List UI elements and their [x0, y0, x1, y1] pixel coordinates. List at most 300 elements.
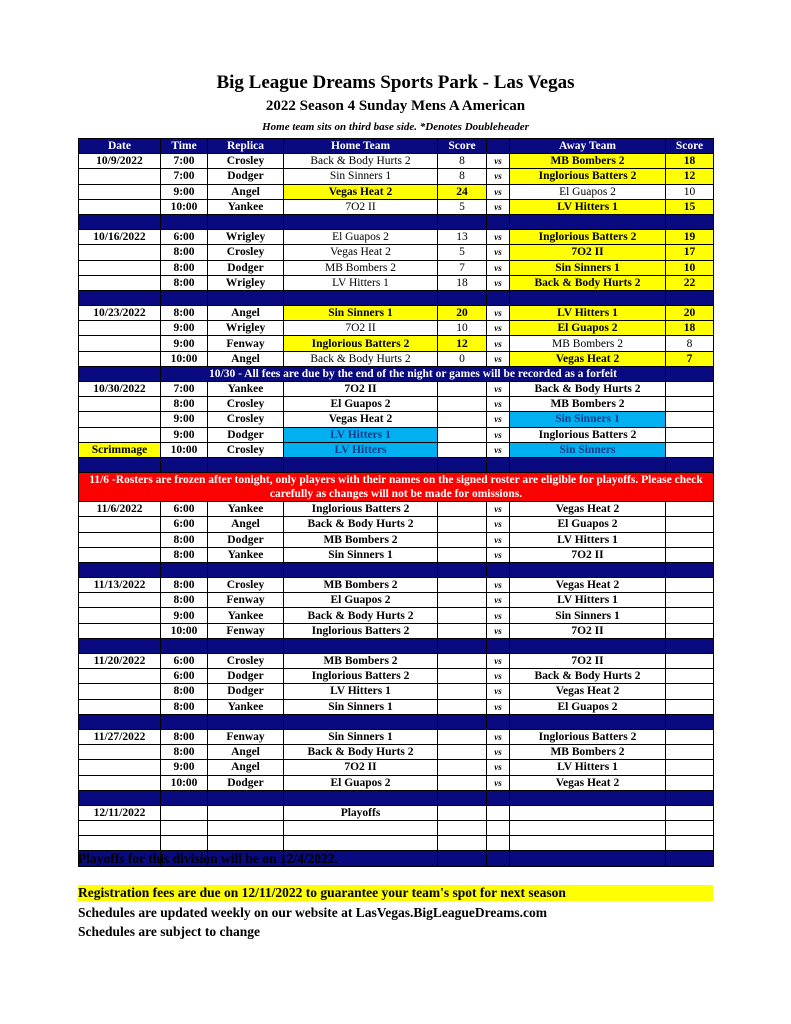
- field-name: Dodger: [208, 669, 284, 684]
- game-date: [79, 699, 161, 714]
- game-time: 8:00: [161, 593, 208, 608]
- game-time: 9:00: [161, 321, 208, 336]
- vs-label: vs: [487, 427, 510, 442]
- separator-cell: [666, 790, 714, 805]
- away-score: [666, 836, 714, 851]
- field-name: Dodger: [208, 427, 284, 442]
- away-score: 8: [666, 336, 714, 351]
- game-time: 10:00: [161, 775, 208, 790]
- home-score: [438, 684, 487, 699]
- home-team: Sin Sinners 1: [284, 729, 438, 744]
- game-row: [79, 593, 714, 608]
- game-time: 9:00: [161, 336, 208, 351]
- field-name: Yankee: [208, 547, 284, 562]
- game-time: 8:00: [161, 684, 208, 699]
- vs-label: vs: [487, 382, 510, 397]
- separator-cell: [161, 562, 208, 577]
- separator-cell: [438, 638, 487, 653]
- home-team: Back & Body Hurts 2: [284, 745, 438, 760]
- game-time: [161, 821, 208, 836]
- away-score: [666, 397, 714, 412]
- separator-cell: [666, 457, 714, 472]
- home-team: [284, 821, 438, 836]
- game-time: 8:00: [161, 260, 208, 275]
- home-team: Vegas Heat 2: [284, 412, 438, 427]
- separator-cell: [438, 290, 487, 305]
- away-score: [666, 654, 714, 669]
- game-row: [79, 442, 714, 457]
- vs-label: vs: [487, 517, 510, 532]
- separator-cell: [161, 214, 208, 229]
- home-team: Inglorious Batters 2: [284, 502, 438, 517]
- game-row: [79, 321, 714, 336]
- away-score: 12: [666, 169, 714, 184]
- game-time: 10:00: [161, 199, 208, 214]
- away-score: [666, 760, 714, 775]
- game-time: 8:00: [161, 578, 208, 593]
- home-score: [438, 397, 487, 412]
- away-team: LV Hitters 1: [510, 306, 666, 321]
- vs-label: [487, 821, 510, 836]
- field-name: Fenway: [208, 336, 284, 351]
- separator-cell: [208, 457, 284, 472]
- fee-notice: 10/30 - All fees are due by the end of the night or games will be recorded as a forfeit: [161, 366, 666, 381]
- game-date: [79, 821, 161, 836]
- away-team: [510, 805, 666, 820]
- game-date: [79, 608, 161, 623]
- home-score: 20: [438, 306, 487, 321]
- away-score: 17: [666, 245, 714, 260]
- vs-label: vs: [487, 321, 510, 336]
- field-name: [208, 821, 284, 836]
- separator-cell: [438, 457, 487, 472]
- vs-label: vs: [487, 699, 510, 714]
- game-time: [161, 836, 208, 851]
- game-date: [79, 351, 161, 366]
- field-name: Angel: [208, 184, 284, 199]
- game-row: [79, 684, 714, 699]
- away-score: [666, 427, 714, 442]
- vs-label: vs: [487, 230, 510, 245]
- game-date: [79, 684, 161, 699]
- home-score: [438, 593, 487, 608]
- away-team: Back & Body Hurts 2: [510, 382, 666, 397]
- vs-label: vs: [487, 275, 510, 290]
- separator-cell: [79, 790, 161, 805]
- game-time: 10:00: [161, 442, 208, 457]
- vs-label: vs: [487, 245, 510, 260]
- game-date: [79, 547, 161, 562]
- game-date: 10/23/2022: [79, 306, 161, 321]
- separator-cell: [161, 714, 208, 729]
- home-score: [438, 578, 487, 593]
- game-time: 8:00: [161, 275, 208, 290]
- separator-cell: [208, 638, 284, 653]
- home-team: Inglorious Batters 2: [284, 623, 438, 638]
- separator-cell: [161, 638, 208, 653]
- away-score: [666, 821, 714, 836]
- week-separator: [79, 290, 714, 305]
- separator-cell: [79, 638, 161, 653]
- blank-cell: [79, 366, 161, 381]
- game-time: 7:00: [161, 169, 208, 184]
- game-row: [79, 654, 714, 669]
- separator-cell: [487, 214, 510, 229]
- separator-cell: [666, 851, 714, 866]
- separator-cell: [438, 714, 487, 729]
- vs-label: vs: [487, 412, 510, 427]
- home-score: [438, 502, 487, 517]
- separator-cell: [510, 457, 666, 472]
- blank-cell: [666, 366, 714, 381]
- home-score: [438, 654, 487, 669]
- home-team: Sin Sinners 1: [284, 699, 438, 714]
- separator-cell: [79, 214, 161, 229]
- away-team: Inglorious Batters 2: [510, 169, 666, 184]
- game-time: 7:00: [161, 382, 208, 397]
- field-name: Angel: [208, 745, 284, 760]
- home-score: 7: [438, 260, 487, 275]
- separator-cell: [510, 790, 666, 805]
- game-date: 11/6/2022: [79, 502, 161, 517]
- game-time: 6:00: [161, 502, 208, 517]
- game-time: 6:00: [161, 230, 208, 245]
- game-time: 8:00: [161, 729, 208, 744]
- page-title: Big League Dreams Sports Park - Las Vegas: [216, 72, 575, 93]
- game-date: [79, 397, 161, 412]
- separator-cell: [510, 851, 666, 866]
- field-name: Yankee: [208, 608, 284, 623]
- field-name: [208, 805, 284, 820]
- column-header: Score: [438, 139, 487, 154]
- separator-cell: [487, 562, 510, 577]
- home-score: [438, 623, 487, 638]
- field-name: [208, 836, 284, 851]
- game-time: 9:00: [161, 427, 208, 442]
- home-score: [438, 699, 487, 714]
- vs-label: vs: [487, 745, 510, 760]
- separator-cell: [510, 214, 666, 229]
- vs-label: vs: [487, 578, 510, 593]
- away-team: [510, 821, 666, 836]
- game-row: [79, 154, 714, 169]
- game-row: [79, 532, 714, 547]
- page-subtitle: 2022 Season 4 Sunday Mens A American: [265, 98, 526, 114]
- separator-cell: [666, 290, 714, 305]
- home-team: Back & Body Hurts 2: [284, 517, 438, 532]
- game-row: [79, 623, 714, 638]
- separator-cell: [438, 562, 487, 577]
- game-date: [79, 745, 161, 760]
- vs-label: vs: [487, 684, 510, 699]
- vs-label: vs: [487, 154, 510, 169]
- away-score: [666, 729, 714, 744]
- game-date: [79, 517, 161, 532]
- game-date: 11/13/2022: [79, 578, 161, 593]
- separator-cell: [161, 457, 208, 472]
- away-score: 7: [666, 351, 714, 366]
- home-score: [438, 442, 487, 457]
- home-team: Inglorious Batters 2: [284, 336, 438, 351]
- game-date: [79, 336, 161, 351]
- schedule-table: [78, 138, 714, 867]
- game-time: 10:00: [161, 623, 208, 638]
- game-date: [79, 412, 161, 427]
- away-team: El Guapos 2: [510, 184, 666, 199]
- home-score: [438, 532, 487, 547]
- home-team: Sin Sinners 1: [284, 547, 438, 562]
- game-time: 10:00: [161, 351, 208, 366]
- table-header: [79, 139, 714, 154]
- fee-notice-row: [79, 366, 714, 381]
- home-score: [438, 382, 487, 397]
- week-separator: [79, 790, 714, 805]
- game-row: [79, 745, 714, 760]
- game-row: [79, 306, 714, 321]
- field-name: Crosley: [208, 442, 284, 457]
- field-name: Dodger: [208, 775, 284, 790]
- field-name: Crosley: [208, 245, 284, 260]
- away-score: [666, 623, 714, 638]
- column-header: Home Team: [284, 139, 438, 154]
- home-score: [438, 608, 487, 623]
- home-team: LV Hitters 1: [284, 684, 438, 699]
- away-team: Vegas Heat 2: [510, 351, 666, 366]
- vs-label: vs: [487, 306, 510, 321]
- vs-label: vs: [487, 184, 510, 199]
- game-date: [79, 275, 161, 290]
- vs-label: vs: [487, 502, 510, 517]
- field-name: Fenway: [208, 623, 284, 638]
- away-score: [666, 382, 714, 397]
- game-date: [79, 199, 161, 214]
- game-time: [161, 805, 208, 820]
- separator-cell: [510, 290, 666, 305]
- game-row: [79, 805, 714, 820]
- away-team: Sin Sinners 1: [510, 412, 666, 427]
- week-separator: [79, 638, 714, 653]
- separator-cell: [438, 214, 487, 229]
- vs-label: vs: [487, 547, 510, 562]
- home-team: 7O2 II: [284, 760, 438, 775]
- game-date: 10/30/2022: [79, 382, 161, 397]
- field-name: Wrigley: [208, 230, 284, 245]
- home-team: LV Hitters 1: [284, 427, 438, 442]
- separator-cell: [438, 790, 487, 805]
- game-row: [79, 821, 714, 836]
- separator-cell: [510, 638, 666, 653]
- away-team: El Guapos 2: [510, 321, 666, 336]
- home-score: 12: [438, 336, 487, 351]
- away-team: Vegas Heat 2: [510, 502, 666, 517]
- away-team: 7O2 II: [510, 245, 666, 260]
- game-time: 8:00: [161, 532, 208, 547]
- game-row: [79, 245, 714, 260]
- week-separator: [79, 562, 714, 577]
- away-team: Inglorious Batters 2: [510, 230, 666, 245]
- game-row: [79, 669, 714, 684]
- away-score: [666, 547, 714, 562]
- away-team: Inglorious Batters 2: [510, 729, 666, 744]
- game-date: [79, 775, 161, 790]
- field-name: Wrigley: [208, 321, 284, 336]
- away-score: 10: [666, 184, 714, 199]
- field-name: Yankee: [208, 502, 284, 517]
- game-row: [79, 260, 714, 275]
- separator-cell: [79, 457, 161, 472]
- vs-label: vs: [487, 532, 510, 547]
- away-score: [666, 745, 714, 760]
- separator-cell: [79, 714, 161, 729]
- separator-cell: [666, 562, 714, 577]
- away-team: LV Hitters 1: [510, 199, 666, 214]
- away-team: LV Hitters 1: [510, 593, 666, 608]
- home-score: [438, 836, 487, 851]
- field-name: Fenway: [208, 593, 284, 608]
- game-date: [79, 245, 161, 260]
- game-time: 6:00: [161, 654, 208, 669]
- game-row: [79, 608, 714, 623]
- field-name: Angel: [208, 760, 284, 775]
- separator-cell: [284, 214, 438, 229]
- game-time: 7:00: [161, 154, 208, 169]
- game-row: [79, 230, 714, 245]
- game-row: [79, 184, 714, 199]
- field-name: Dodger: [208, 532, 284, 547]
- separator-cell: [284, 638, 438, 653]
- game-row: [79, 760, 714, 775]
- away-team: LV Hitters 1: [510, 532, 666, 547]
- away-team: El Guapos 2: [510, 699, 666, 714]
- roster-notice: 11/6 -Rosters are frozen after tonight, only players with their names on the signed roster are eligible for playoffs. Please check carefully as changes will not be made for omissions.: [79, 473, 714, 502]
- game-date: [79, 169, 161, 184]
- away-score: 22: [666, 275, 714, 290]
- game-time: 8:00: [161, 245, 208, 260]
- away-score: [666, 699, 714, 714]
- game-date: [79, 593, 161, 608]
- home-score: [438, 805, 487, 820]
- separator-cell: [487, 714, 510, 729]
- week-separator: [79, 457, 714, 472]
- away-score: [666, 669, 714, 684]
- home-score: 5: [438, 245, 487, 260]
- vs-label: vs: [487, 260, 510, 275]
- vs-label: vs: [487, 760, 510, 775]
- home-team-note: Home team sits on third base side. *Denotes Doubleheader: [262, 121, 529, 133]
- home-score: [438, 517, 487, 532]
- home-score: [438, 427, 487, 442]
- separator-cell: [208, 214, 284, 229]
- game-date: [79, 321, 161, 336]
- home-team: Back & Body Hurts 2: [284, 351, 438, 366]
- separator-cell: [79, 290, 161, 305]
- away-team: Back & Body Hurts 2: [510, 669, 666, 684]
- field-name: Angel: [208, 306, 284, 321]
- game-time: 9:00: [161, 608, 208, 623]
- field-name: Crosley: [208, 412, 284, 427]
- vs-label: vs: [487, 397, 510, 412]
- field-name: Yankee: [208, 699, 284, 714]
- away-score: 10: [666, 260, 714, 275]
- game-date: [79, 836, 161, 851]
- separator-cell: [666, 714, 714, 729]
- game-row: [79, 275, 714, 290]
- away-score: [666, 532, 714, 547]
- away-score: [666, 775, 714, 790]
- game-date: Scrimmage: [79, 442, 161, 457]
- column-header: Replica: [208, 139, 284, 154]
- home-team: LV Hitters: [284, 442, 438, 457]
- home-team: El Guapos 2: [284, 775, 438, 790]
- field-name: Crosley: [208, 397, 284, 412]
- home-score: [438, 547, 487, 562]
- home-score: [438, 669, 487, 684]
- home-team: Vegas Heat 2: [284, 245, 438, 260]
- away-team: Back & Body Hurts 2: [510, 275, 666, 290]
- game-date: 12/11/2022: [79, 805, 161, 820]
- away-team: Inglorious Batters 2: [510, 427, 666, 442]
- game-date: [79, 260, 161, 275]
- away-score: 20: [666, 306, 714, 321]
- home-score: 24: [438, 184, 487, 199]
- game-row: [79, 199, 714, 214]
- change-notice: Schedules are subject to change: [78, 924, 260, 939]
- separator-cell: [208, 714, 284, 729]
- game-row: [79, 169, 714, 184]
- away-team: El Guapos 2: [510, 517, 666, 532]
- game-date: 11/27/2022: [79, 729, 161, 744]
- away-team: [510, 836, 666, 851]
- game-date: [79, 427, 161, 442]
- game-row: [79, 412, 714, 427]
- separator-cell: [161, 790, 208, 805]
- home-score: 10: [438, 321, 487, 336]
- separator-cell: [284, 562, 438, 577]
- separator-cell: [208, 790, 284, 805]
- game-row: [79, 502, 714, 517]
- separator-cell: [666, 638, 714, 653]
- home-team: MB Bombers 2: [284, 578, 438, 593]
- separator-cell: [79, 562, 161, 577]
- field-name: Dodger: [208, 684, 284, 699]
- home-score: 5: [438, 199, 487, 214]
- game-row: [79, 397, 714, 412]
- away-score: [666, 608, 714, 623]
- separator-cell: [487, 851, 510, 866]
- game-time: 6:00: [161, 517, 208, 532]
- home-score: [438, 412, 487, 427]
- home-team: El Guapos 2: [284, 230, 438, 245]
- away-team: Vegas Heat 2: [510, 775, 666, 790]
- home-score: [438, 760, 487, 775]
- vs-label: vs: [487, 654, 510, 669]
- game-row: [79, 517, 714, 532]
- field-name: Crosley: [208, 154, 284, 169]
- column-header: [487, 139, 510, 154]
- home-team: MB Bombers 2: [284, 260, 438, 275]
- separator-cell: [161, 290, 208, 305]
- away-team: Sin Sinners 1: [510, 608, 666, 623]
- separator-cell: [208, 290, 284, 305]
- playoffs-notice: Playoffs for this division will be on 12/4/2022.: [78, 851, 339, 866]
- field-name: Dodger: [208, 260, 284, 275]
- game-row: [79, 427, 714, 442]
- vs-label: [487, 805, 510, 820]
- game-date: 11/20/2022: [79, 654, 161, 669]
- game-time: 6:00: [161, 669, 208, 684]
- separator-cell: [666, 214, 714, 229]
- away-score: 19: [666, 230, 714, 245]
